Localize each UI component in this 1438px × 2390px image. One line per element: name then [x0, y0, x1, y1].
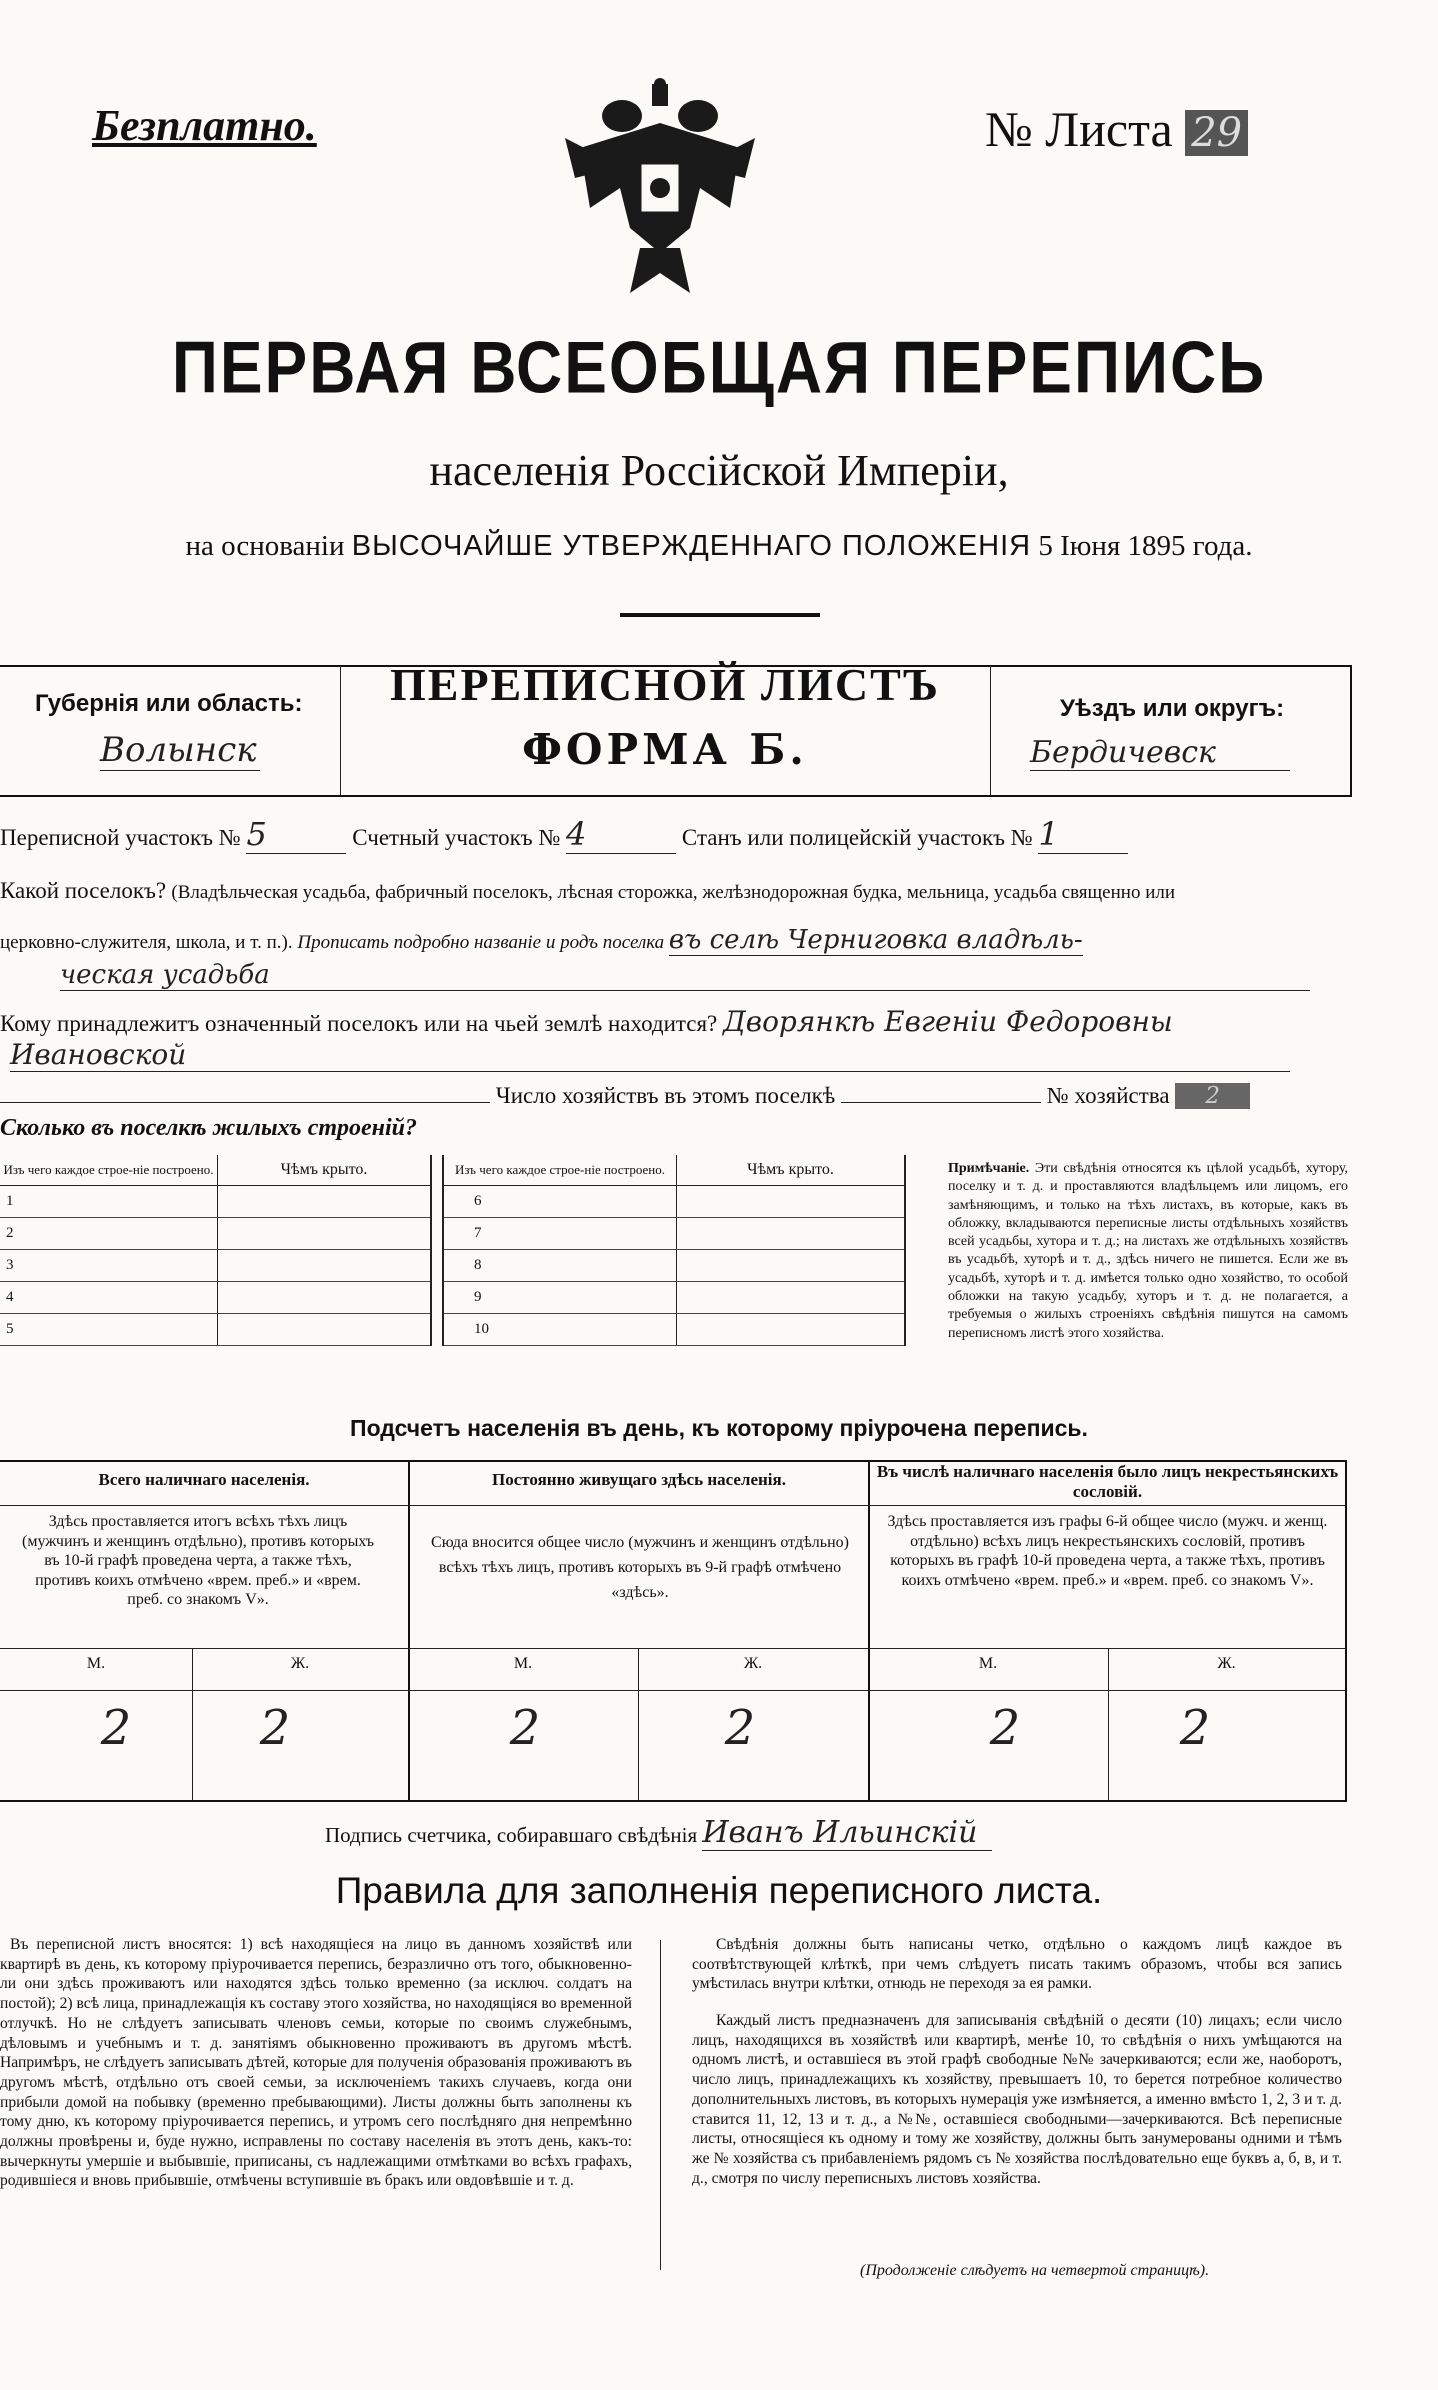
households-line	[0, 1080, 1350, 1109]
settlement-line	[0, 878, 1360, 904]
building-row	[444, 1281, 904, 1313]
tally-col3-head: Въ числѣ наличнаго населенія было лицъ некрестьянскихъ сословій.	[876, 1462, 1339, 1501]
rules-right-text-1: Свѣдѣнія должны быть написаны четко, отдѣльно о каждомъ лицѣ каждое въ соотвѣтствующей клѣткѣ, при чемъ слѣдуетъ писать такимъ образомъ, чтобы вся запись умѣстилась внутри клѣтки, отнюдь не переходя за ея рамки.	[692, 1936, 1342, 1993]
sheet-title: ПЕРЕПИСНОЙ ЛИСТЪ	[389, 659, 941, 710]
roof-cell	[677, 1281, 905, 1313]
free-label: Безплатно.	[92, 101, 317, 150]
tally-mf-line	[0, 1648, 1345, 1649]
police-section-value: 1	[1038, 815, 1128, 854]
basis-prefix: на основаніи	[185, 530, 345, 562]
col-built-header: Изъ чего каждое строе-ніе построено.	[444, 1155, 677, 1185]
tally-value: 2	[989, 1700, 1021, 1756]
settlement-value-1: въ селѣ Черниговка владѣль-	[668, 925, 1083, 955]
owner-value-2: Ивановской	[10, 1038, 1290, 1072]
building-row-number: 3	[0, 1249, 218, 1281]
col-roof-header: Чѣмъ крыто.	[677, 1155, 905, 1185]
owner-value-1: Дворянкѣ Евгеніи Федоровны	[723, 1005, 1173, 1038]
signature-value: Иванъ Ильинскій	[702, 1815, 992, 1851]
tally-col1-head: Всего наличнаго населенія.	[98, 1470, 310, 1489]
title-divider	[620, 613, 820, 617]
tally-value: 2	[100, 1700, 132, 1756]
building-row	[0, 1217, 430, 1249]
note-title: Примѣчаніе.	[948, 1161, 1030, 1176]
col-roof-header: Чѣмъ крыто.	[218, 1155, 431, 1185]
signature-line	[325, 1815, 992, 1851]
roof-cell	[218, 1217, 431, 1249]
roof-cell	[218, 1185, 431, 1217]
sheet-number-value: 29	[1185, 110, 1248, 156]
tally-col3-text: Здѣсь проставляется изъ графы 6-й общее число (мужч. и женщ. отдѣльно) всѣхъ лицъ некрестьянскихъ сословій, противъ которыхъ въ графѣ 10-й проведена черта, а также тѣхъ, противъ коихъ отмѣчено «врем. преб.» и «врем. преб. со знакомъ V».	[887, 1513, 1328, 1589]
settlement-line-2	[0, 925, 1340, 955]
settlement-hint: (Владѣльческая усадьба, фабричный поселокъ, лѣсная сторожка, желѣзнодорожная будка, мельница, усадьба священно или	[171, 882, 1176, 903]
building-row-number: 4	[0, 1281, 218, 1313]
tally-divider-2	[868, 1460, 870, 1800]
form-box-divider-right	[990, 665, 991, 795]
roof-cell	[218, 1313, 431, 1345]
basis-line	[0, 530, 1438, 563]
roof-cell	[677, 1217, 905, 1249]
rules-continued: (Продолженіе слѣдуетъ на четвертой страницѣ).	[860, 2262, 1210, 2279]
roof-cell	[677, 1185, 905, 1217]
tally-values-line	[0, 1690, 1345, 1691]
main-title: ПЕРВАЯ ВСЕОБЩАЯ ПЕРЕПИСЬ	[171, 325, 1267, 409]
rules-right-text-2: Каждый листъ предназначенъ для записыванія свѣдѣній о десяти (10) лицахъ; если число лицъ, находящихся въ хозяйствѣ или квартирѣ, менѣе 10, то свѣдѣнія о нихъ умѣщаются на одномъ листѣ, и оставшіеся въ этой графѣ свободные №№ зачеркиваются; если же, наоборотъ, число лицъ, принадлежащихъ къ хозяйству, превышаетъ 10, то берется потребное количество дополнительныхъ листовъ, въ которыхъ нумерація уже измѣняется, а именно вмѣсто 1, 2, 3 и т. д. ставится 11, 12, 13 и т. д., а №№, оставшіеся свободными—зачеркиваются. Всѣ переписные листы, относящіеся къ одному и тому же хозяйству, должны быть занумерованы одними и тѣмъ же № хозяйства съ прибавленіемъ рядомъ съ № хозяйства послѣдовательно еще буквъ а, б, в, и т. д., смотря по числу переписныхъ листовъ хозяйства.	[692, 2012, 1342, 2187]
building-row-number: 1	[0, 1185, 218, 1217]
subtitle: населенія Россійской Имперіи,	[429, 446, 1009, 495]
building-row	[444, 1249, 904, 1281]
tally-value: 2	[509, 1700, 541, 1756]
building-row-number: 9	[444, 1281, 677, 1313]
tally-f-label-1: Ж.	[290, 1655, 310, 1672]
buildings-table-left	[0, 1155, 432, 1346]
owner-label: Кому принадлежитъ означенный поселокъ или на чьей землѣ находится?	[0, 1011, 718, 1036]
building-row-number: 7	[444, 1217, 677, 1249]
tally-col2-text: Сюда вносится общее число (мужчинъ и женщинъ отдѣльно) всѣхъ тѣхъ лицъ, противъ которыхъ въ 9-й графѣ отмѣчено «здѣсь».	[431, 1534, 849, 1601]
rules-divider	[660, 1940, 661, 2270]
tally-m-label-3: М.	[978, 1655, 998, 1672]
counting-section-value: 4	[566, 815, 676, 854]
buildings-table-right	[442, 1155, 906, 1346]
rules-left-text: Въ переписной листъ вносятся: 1) всѣ находящіеся на лицо въ данномъ хозяйствѣ или квартирѣ въ день, къ которому пріурочивается перепись, безразлично отъ того, обыкновенно-ли они здѣсь проживаютъ или находятся здѣсь только временно (за исключ. солдатъ на постой); 2) всѣ лица, принадлежащія къ составу этого хозяйства, но находящіяся во временной отлучкѣ. Но не слѣдуетъ записывать членовъ семьи, которые по своимъ служебнымъ, дѣловымъ и учебнымъ и т. д. занятіямъ обыкновенно проживаютъ въ другомъ мѣстѣ. Напримѣръ, не слѣдуетъ записывать дѣтей, которые для полученія образованія проживаютъ въ другомъ мѣстѣ, отдѣльно отъ своей семьи, за исключеніемъ такихъ случаевъ, когда они прибыли домой на побывку (временно пребывающими). Листы должны быть заполнены къ тому дню, къ которому пріурочивается перепись, и утромъ сего послѣдняго дня непремѣнно должны провѣрены и, буде нужно, исправлены по составу населенія въ этотъ день, какъ-то: вычеркнуты умершіе и выбывшіе, приписаны, съ надлежащими отмѣтками во всѣхъ графахъ, родившіеся и вновь прибывшіе, отмѣчены вступившіе въ бракъ или овдовѣвшіе и т. д.	[0, 1936, 632, 2190]
tally-divider-1	[408, 1460, 410, 1800]
roof-cell	[218, 1249, 431, 1281]
households-label: Число хозяйствъ въ этомъ поселкѣ	[495, 1083, 836, 1108]
roof-cell	[677, 1249, 905, 1281]
building-row-number: 10	[444, 1313, 677, 1345]
tally-value: 2	[1179, 1700, 1211, 1756]
census-section-value: 5	[246, 815, 346, 854]
owner-line	[0, 1005, 1360, 1038]
province-value: Волынск	[100, 730, 260, 771]
rules-title: Правила для заполненія переписного листа.	[335, 1870, 1103, 1911]
tally-col1-text: Здѣсь проставляется итогъ всѣхъ тѣхъ лицъ (мужчинъ и женщинъ отдѣльно), противъ которыхъ въ 10-й графѣ проведена черта, а также тѣхъ, противъ коихъ отмѣчено «врем. преб.» и «врем. преб. со знакомъ V».	[22, 1513, 374, 1608]
tally-f-label-2: Ж.	[743, 1655, 763, 1672]
household-number-value: 2	[1175, 1083, 1250, 1109]
settlement-instruction: Прописать подробно названіе и родъ поселка	[297, 932, 665, 953]
building-row	[444, 1185, 904, 1217]
building-row	[444, 1313, 904, 1345]
building-row-number: 5	[0, 1313, 218, 1345]
tally-value: 2	[259, 1700, 291, 1756]
building-row-number: 8	[444, 1249, 677, 1281]
imperial-eagle-emblem	[560, 78, 760, 303]
building-row	[444, 1217, 904, 1249]
counting-section-label: Счетный участокъ №	[352, 825, 561, 850]
tally-m-label-1: М.	[86, 1655, 106, 1672]
province-label: Губернія или область:	[35, 690, 303, 717]
household-number-label: № хозяйства	[1046, 1083, 1170, 1108]
roof-cell	[218, 1281, 431, 1313]
tally-title: Подсчетъ населенія въ день, къ которому пріурочена перепись.	[350, 1415, 1088, 1441]
sheet-number	[985, 100, 1248, 158]
tally-f-label-3: Ж.	[1217, 1655, 1236, 1672]
tally-value: 2	[724, 1700, 756, 1756]
building-row-number: 2	[0, 1217, 218, 1249]
building-row	[0, 1249, 430, 1281]
police-section-label: Станъ или полицейскій участокъ №	[681, 825, 1033, 850]
building-row-number: 6	[444, 1185, 677, 1217]
signature-label: Подпись счетчика, собиравшаго свѣдѣнія	[325, 1823, 698, 1847]
building-row	[0, 1281, 430, 1313]
basis-suffix: 5 Іюня 1895 года.	[1038, 530, 1253, 562]
tally-col2-head: Постоянно живущаго здѣсь населенія.	[492, 1470, 786, 1489]
tally-header-line	[0, 1505, 1345, 1506]
building-row	[0, 1185, 430, 1217]
tally-m-label-2: М.	[513, 1655, 533, 1672]
col-built-header: Изъ чего каждое строе-ніе построено.	[0, 1155, 218, 1185]
roof-cell	[677, 1313, 905, 1345]
note-text: Эти свѣдѣнія относятся къ цѣлой усадьбѣ, хутору, поселку и т. д. и проставляются владѣльцемъ или лицомъ, его замѣняющимъ, и только на тѣхъ листахъ, въ которые, какъ въ обложку, вкладываются переписные листы отдѣльныхъ хозяйствъ всей усадьбы, хутора и т. д.; на листахъ же отдѣльныхъ хозяйствъ въ усадьбѣ, хуторѣ и т. д., здѣсь ничего не пишется. Если же въ усадьбѣ, хуторѣ и т. д. имѣется только одно хозяйство, то особой обложки на такую усадьбу, хуторъ и т. д. не полагается, а требуемыя о жилыхъ строеніяхъ свѣдѣнія пишутся на самомъ переписномъ листѣ этого хозяйства.	[948, 1161, 1349, 1341]
census-section-label: Переписной участокъ №	[0, 825, 241, 850]
sheet-number-label: № Листа	[985, 101, 1173, 157]
households-blank-2	[841, 1080, 1041, 1103]
settlement-hint-2: церковно-служителя, школа, и т. п.).	[0, 932, 293, 953]
settlement-value-2: ческая усадьба	[60, 960, 1310, 991]
district-label: Уѣздъ или округъ:	[1060, 695, 1285, 722]
census-section-line	[0, 815, 1230, 854]
building-row	[0, 1313, 430, 1345]
households-blank	[0, 1080, 490, 1103]
settlement-label: Какой поселокъ?	[0, 878, 167, 903]
note-box	[948, 1160, 1348, 1343]
form-name: ФОРМА Б.	[522, 725, 808, 774]
basis-caps: ВЫСОЧАЙШЕ УТВЕРЖДЕННАГО ПОЛОЖЕНІЯ	[351, 530, 1032, 562]
buildings-line: Сколько въ поселкѣ жилыхъ строеній?	[0, 1115, 417, 1141]
district-value: Бердичевск	[1030, 735, 1290, 771]
